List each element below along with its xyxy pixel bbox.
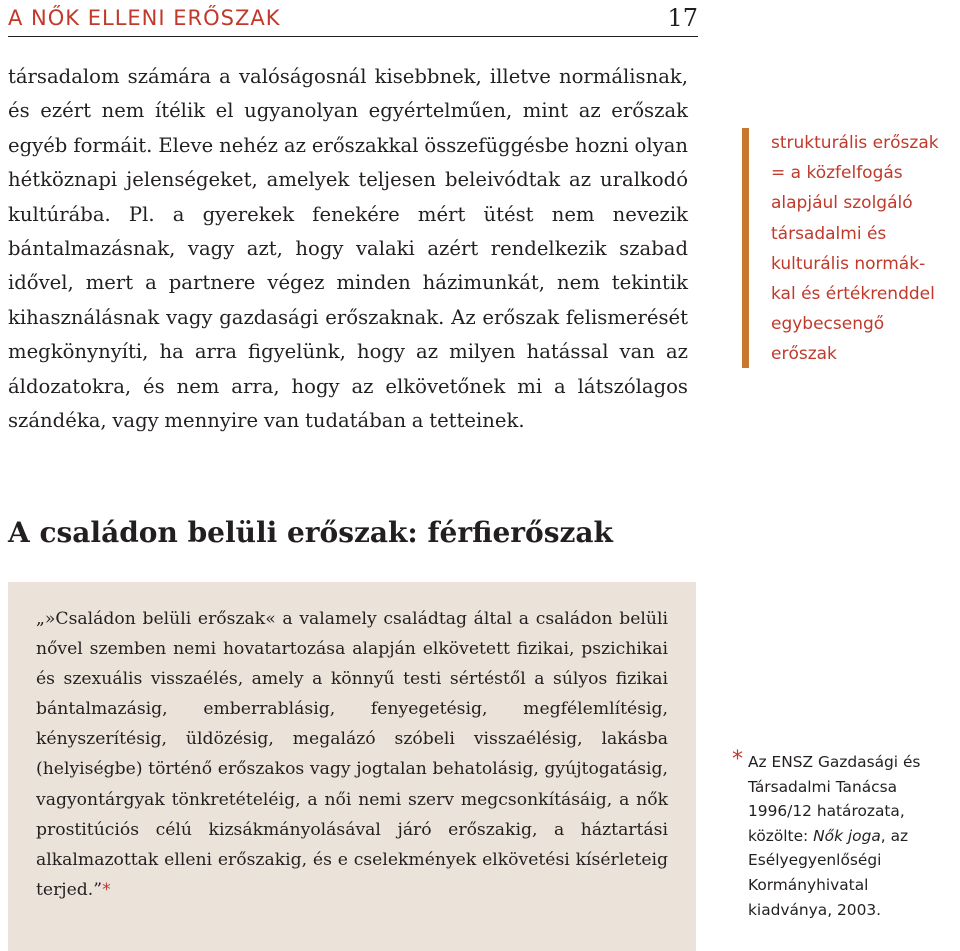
section-heading: A családon belüli erőszak: férfierőszak xyxy=(8,516,613,549)
footnote-marker-asterisk: * xyxy=(732,747,743,772)
margin-note-text: strukturális erőszak = a közfelfogás alapjául szolgáló társadalmi és kulturális normákkal és értékrenddel egybecsengő erőszak xyxy=(771,133,939,365)
footnote-text xyxy=(736,750,956,922)
page-number: 17 xyxy=(667,4,698,32)
footnote-reference-asterisk: * xyxy=(102,879,111,900)
definition-box xyxy=(8,582,696,951)
margin-note xyxy=(742,128,942,368)
definition-quote-text: „»Családon belüli erőszak« a valamely családtag által a családon belüli nővel szemben nemi hovatartozása alapján elkövetett fizikai, pszichikai és szexuális visszaélés, amely a könnyű testi sértéstől a súlyos fizikai bántalmazásig, emberrablásig, fenyegetésig, megfélemlítésig, kényszerítésig, üldözésig, megalázó szóbeli visszaélésig, lakásba (helyiségbe) történő erőszakos vagy jogtalan behatolásig, gyújtogatásig, vagyontárgyak tönkretételéig, a női nemi szerv megcsonkításáig, a nők prostitúciós célú kizsákmányolásával járó erőszakig, a háztartási alkalmazottak elleni erőszakig, és e cselekmények elkövetési kísérleteig terjed.” xyxy=(36,609,668,900)
footnote-text-after: , az Esélyegyenlőségi Kormányhivatal kiadványa, 2003. xyxy=(748,826,909,919)
footnote-text-before: Az ENSZ Gazdasági és Társadalmi Tanácsa 1996/12 határozata, közölte: xyxy=(748,753,921,845)
footnote-publication-title: Nők joga xyxy=(813,826,881,845)
body-paragraph: társadalom számára a valóságosnál kisebbnek, illetve normálisnak, és ezért nem ítélik el ugyanolyan egyértelműen, mint az erőszak egyéb formáit. Eleve nehéz az erőszakkal összefüggésbe hozni olyan hétköznapi jelenségeket, amelyek teljesen beleivódtak az uralkodó kultúrába. Pl. a gyerekek fenekére mért ütést nem nevezik bántalmazásnak, vagy azt, hogy valaki azért rendelkezik szabad idővel, mert a partnere végez minden házimunkát, nem tekintik kihasználásnak vagy gazdasági erőszaknak. Az erőszak felismerését megkönynyíti, ha arra figyelünk, hogy az milyen hatással van az áldozatokra, és nem arra, hogy az elkövetőnek mi a látszólagos szándéka, vagy mennyire van tudatában a tetteinek. xyxy=(8,65,688,433)
footnote xyxy=(732,747,956,922)
definition-quote xyxy=(36,604,668,905)
running-title: A NŐK ELLENI ERŐSZAK xyxy=(8,6,281,30)
running-header xyxy=(8,4,698,37)
